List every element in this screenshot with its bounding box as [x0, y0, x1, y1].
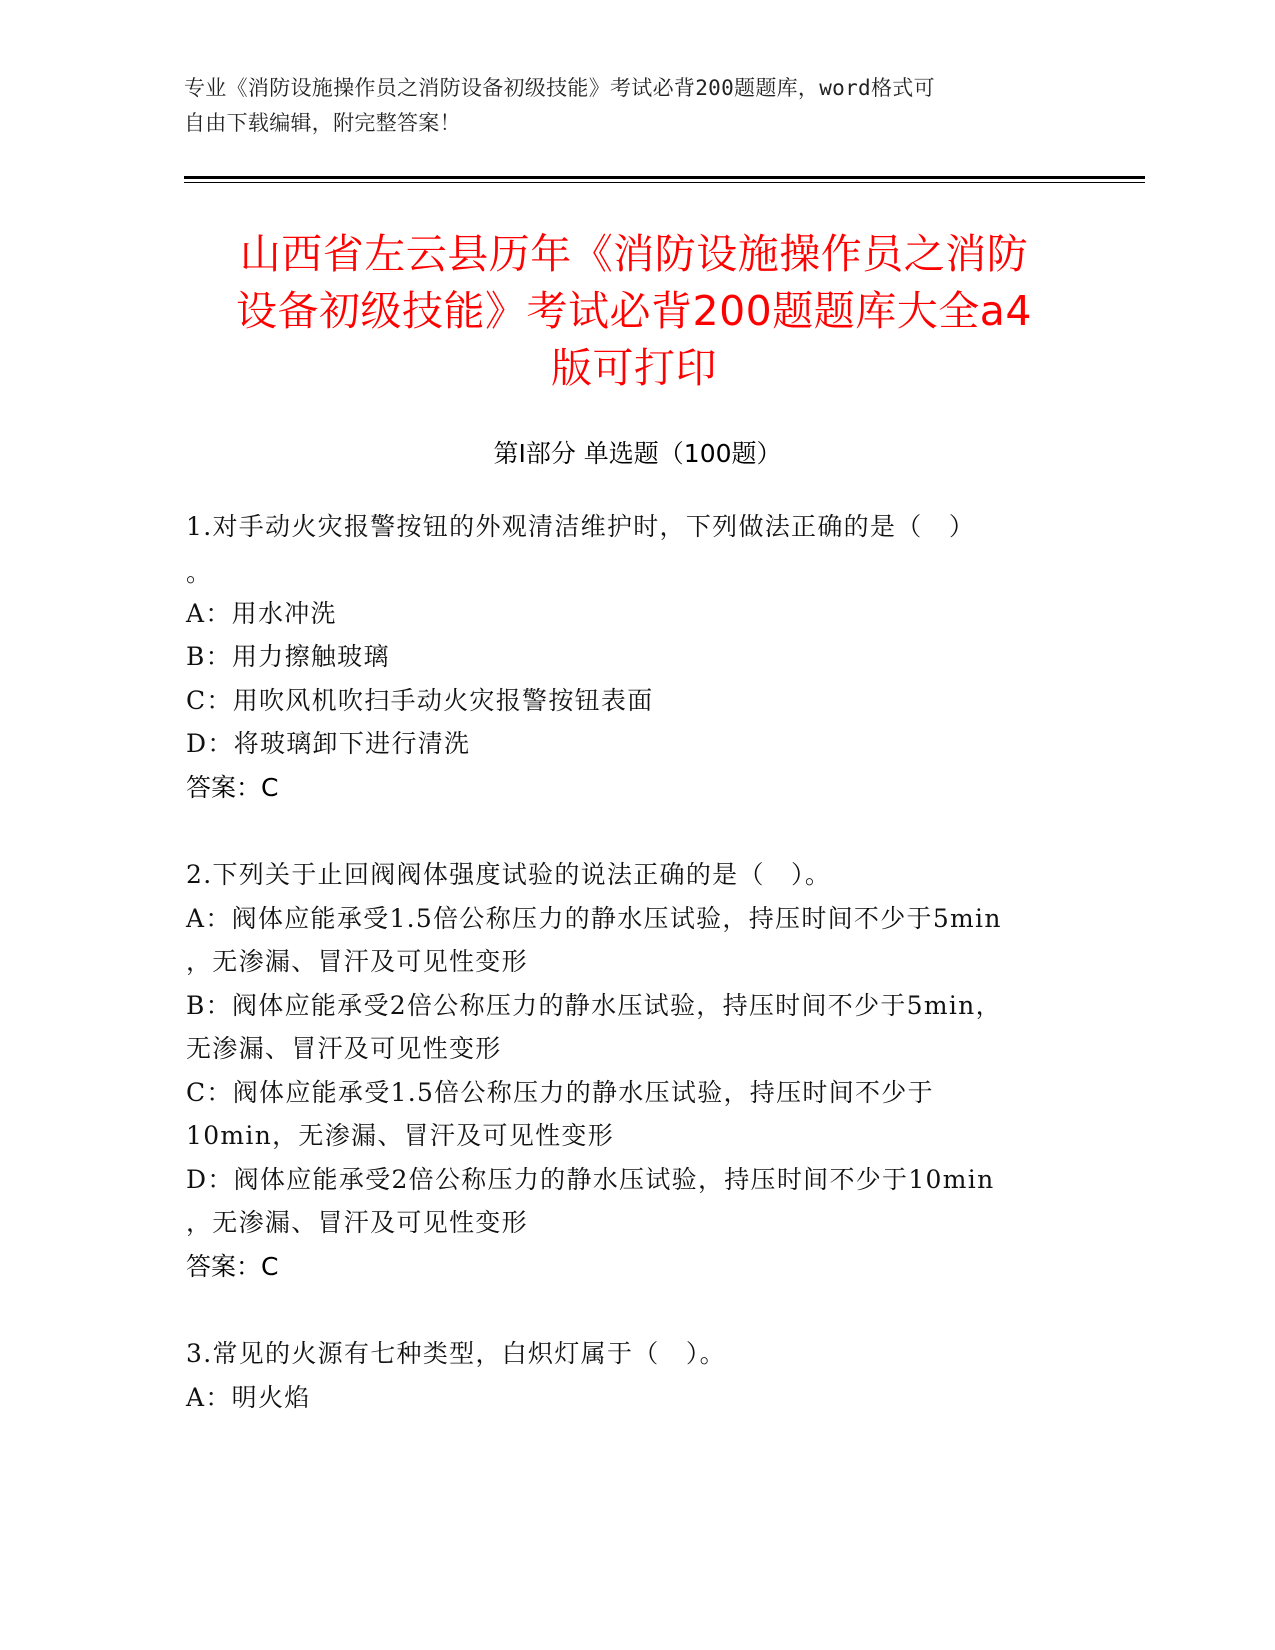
question-1-answer: 答案：C [186, 773, 279, 802]
header-divider-thick [184, 176, 1145, 179]
question-2-answer: 答案：C [186, 1252, 279, 1281]
question-1-stem: 1.对手动火灾报警按钮的外观清洁维护时，下列做法正确的是（ ） [186, 512, 976, 541]
header-note-line: 自由下载编辑，附完整答案！ [184, 111, 461, 135]
header-note [184, 71, 1084, 141]
question-2-option-a-continued: ，无渗漏、冒汗及可见性变形 [186, 947, 528, 976]
question-1-option-c: C：用吹风机吹扫手动火灾报警按钮表面 [186, 686, 654, 715]
document-title-line: 版可打印 [551, 344, 717, 392]
question-2-option-d: D：阀体应能承受2倍公称压力的静水压试验，持压时间不少于10min [186, 1165, 995, 1194]
question-1-option-d: D：将玻璃卸下进行清洗 [186, 729, 471, 758]
question-3-option-a: A：明火焰 [186, 1383, 311, 1412]
question-1-option-b: B：用力擦触玻璃 [186, 642, 390, 671]
question-2-option-b: B：阀体应能承受2倍公称压力的静水压试验，持压时间不少于5min， [186, 991, 1002, 1020]
question-1-option-a: A：用水冲洗 [186, 599, 337, 628]
document-title [184, 226, 1084, 397]
question-3-stem: 3.常见的火源有七种类型，白炽灯属于（ ）。 [186, 1339, 726, 1368]
document-title-line: 山西省左云县历年《消防设施操作员之消防 [239, 230, 1029, 278]
question-2-option-c: C：阀体应能承受1.5倍公称压力的静水压试验，持压时间不少于 [186, 1078, 934, 1107]
question-2-option-c-continued: 10min，无渗漏、冒汗及可见性变形 [186, 1121, 615, 1150]
question-2-option-a: A：阀体应能承受1.5倍公称压力的静水压试验，持压时间不少于5min [186, 904, 1002, 933]
question-2-option-d-continued: ，无渗漏、冒汗及可见性变形 [186, 1208, 528, 1237]
header-divider-thin [184, 182, 1145, 183]
question-1-stem-continued: 。 [186, 558, 213, 587]
section-heading: 第Ⅰ部分 单选题（100题） [493, 439, 782, 468]
document-title-line: 设备初级技能》考试必背200题题库大全a4 [236, 287, 1032, 335]
header-note-line: 专业《消防设施操作员之消防设备初级技能》考试必背200题题库，word格式可 [184, 76, 935, 100]
question-2-stem: 2.下列关于止回阀阀体强度试验的说法正确的是（ ）。 [186, 860, 832, 889]
question-2-option-b-continued: 无渗漏、冒汗及可见性变形 [186, 1034, 502, 1063]
